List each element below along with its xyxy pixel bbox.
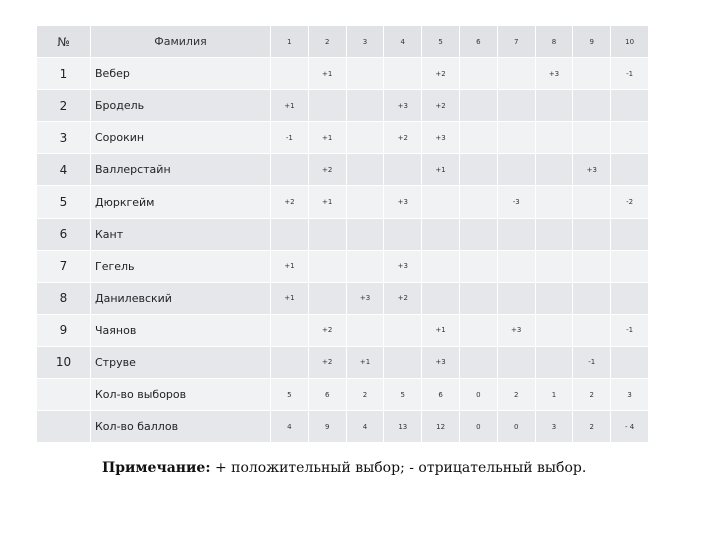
row-surname: Данилевский <box>91 283 271 315</box>
header-col: 10 <box>611 26 649 58</box>
choice-cell <box>460 251 498 283</box>
choice-cell: +2 <box>384 122 422 154</box>
empty-cell <box>37 379 91 411</box>
choice-cell <box>347 186 385 218</box>
header-col: 6 <box>460 26 498 58</box>
footnote <box>102 460 662 476</box>
table-row <box>37 186 649 218</box>
choice-cell <box>347 154 385 186</box>
header-col: 9 <box>573 26 611 58</box>
table-row <box>37 58 649 90</box>
row-number: 1 <box>37 58 91 90</box>
choice-cell <box>573 283 611 315</box>
header-col: 5 <box>422 26 460 58</box>
totals-row <box>37 379 649 411</box>
footnote-text: + положительный выбор; - отрицательный выбор. <box>210 460 587 476</box>
total-cell: 9 <box>309 411 347 443</box>
row-surname: Кант <box>91 219 271 251</box>
header-col: 4 <box>384 26 422 58</box>
table-row <box>37 219 649 251</box>
choice-cell <box>422 251 460 283</box>
choice-cell <box>536 154 574 186</box>
choice-cell: +2 <box>271 186 309 218</box>
header-col: 8 <box>536 26 574 58</box>
choice-cell: +1 <box>422 154 460 186</box>
choice-cell <box>347 90 385 122</box>
choice-cell: -2 <box>611 186 649 218</box>
choice-cell <box>460 283 498 315</box>
choice-cell: +1 <box>271 251 309 283</box>
choice-cell <box>573 186 611 218</box>
choice-cell <box>611 251 649 283</box>
choice-cell: +3 <box>384 251 422 283</box>
choice-cell: +3 <box>498 315 536 347</box>
choice-cell <box>498 90 536 122</box>
total-cell: 2 <box>573 379 611 411</box>
choice-cell <box>422 186 460 218</box>
table-row <box>37 122 649 154</box>
choice-cell: +2 <box>422 90 460 122</box>
choice-cell <box>271 219 309 251</box>
total-cell: 1 <box>536 379 574 411</box>
total-cell: 2 <box>498 379 536 411</box>
row-surname: Бродель <box>91 90 271 122</box>
choice-cell <box>498 154 536 186</box>
choice-cell <box>573 90 611 122</box>
choice-cell: +2 <box>422 58 460 90</box>
choice-cell <box>611 283 649 315</box>
total-cell: 5 <box>271 379 309 411</box>
choice-cell <box>460 154 498 186</box>
total-cell: 3 <box>611 379 649 411</box>
choice-cell: +2 <box>309 154 347 186</box>
totals-row <box>37 411 649 443</box>
choice-cell <box>347 58 385 90</box>
row-surname: Чаянов <box>91 315 271 347</box>
choice-cell <box>498 219 536 251</box>
choice-cell: -3 <box>498 186 536 218</box>
choice-cell <box>384 58 422 90</box>
choice-cell <box>573 219 611 251</box>
choice-cell <box>271 58 309 90</box>
row-number: 3 <box>37 122 91 154</box>
row-number: 5 <box>37 186 91 218</box>
choice-cell: +3 <box>422 122 460 154</box>
total-cell: 12 <box>422 411 460 443</box>
choice-cell: +3 <box>573 154 611 186</box>
choice-cell <box>536 186 574 218</box>
choice-cell: +1 <box>347 347 385 379</box>
row-surname: Валлерстайн <box>91 154 271 186</box>
choice-cell <box>347 219 385 251</box>
choice-cell <box>271 154 309 186</box>
row-number: 10 <box>37 347 91 379</box>
total-cell: 2 <box>347 379 385 411</box>
row-number: 4 <box>37 154 91 186</box>
choice-cell <box>384 154 422 186</box>
choice-cell <box>498 347 536 379</box>
choice-cell: +3 <box>384 90 422 122</box>
table-row <box>37 154 649 186</box>
total-cell: 4 <box>347 411 385 443</box>
choice-cell: +3 <box>347 283 385 315</box>
row-surname: Струве <box>91 347 271 379</box>
choice-cell: +1 <box>271 283 309 315</box>
choice-cell <box>460 219 498 251</box>
total-cell: 0 <box>498 411 536 443</box>
choice-cell: +1 <box>422 315 460 347</box>
total-cell: 6 <box>422 379 460 411</box>
choice-cell: +2 <box>384 283 422 315</box>
choice-cell <box>384 315 422 347</box>
choice-cell <box>460 315 498 347</box>
sociometric-table <box>37 26 649 443</box>
row-number: 8 <box>37 283 91 315</box>
choice-cell: -1 <box>573 347 611 379</box>
choice-cell <box>309 219 347 251</box>
choice-cell <box>460 186 498 218</box>
choice-cell <box>347 251 385 283</box>
header-col: 7 <box>498 26 536 58</box>
choice-cell: +3 <box>536 58 574 90</box>
choice-cell <box>347 315 385 347</box>
choice-cell <box>573 315 611 347</box>
sociometric-table-container <box>37 26 649 443</box>
choice-cell: +3 <box>384 186 422 218</box>
header-col: 3 <box>347 26 385 58</box>
row-number: 9 <box>37 315 91 347</box>
choice-cell: +2 <box>309 347 347 379</box>
table-row <box>37 347 649 379</box>
choice-cell <box>611 154 649 186</box>
choice-cell: +1 <box>309 186 347 218</box>
choice-cell <box>460 347 498 379</box>
row-number: 6 <box>37 219 91 251</box>
choice-cell <box>573 122 611 154</box>
choice-cell <box>536 315 574 347</box>
totals-label: Кол-во баллов <box>91 411 271 443</box>
row-surname: Дюркгейм <box>91 186 271 218</box>
header-col: 1 <box>271 26 309 58</box>
choice-cell <box>611 347 649 379</box>
empty-cell <box>37 411 91 443</box>
choice-cell <box>536 122 574 154</box>
choice-cell <box>347 122 385 154</box>
choice-cell <box>536 219 574 251</box>
choice-cell <box>498 58 536 90</box>
choice-cell <box>271 315 309 347</box>
choice-cell <box>498 251 536 283</box>
header-surname: Фамилия <box>91 26 271 58</box>
choice-cell <box>536 347 574 379</box>
row-surname: Вебер <box>91 58 271 90</box>
table-row <box>37 315 649 347</box>
choice-cell: -1 <box>271 122 309 154</box>
total-cell: 0 <box>460 379 498 411</box>
choice-cell <box>460 90 498 122</box>
table-row <box>37 283 649 315</box>
choice-cell <box>573 58 611 90</box>
choice-cell <box>309 283 347 315</box>
choice-cell <box>309 90 347 122</box>
total-cell: 6 <box>309 379 347 411</box>
choice-cell <box>271 347 309 379</box>
header-number: № <box>37 26 91 58</box>
choice-cell: +3 <box>422 347 460 379</box>
row-number: 7 <box>37 251 91 283</box>
choice-cell <box>536 90 574 122</box>
total-cell: 3 <box>536 411 574 443</box>
choice-cell <box>384 347 422 379</box>
choice-cell <box>309 251 347 283</box>
choice-cell <box>498 122 536 154</box>
choice-cell <box>536 283 574 315</box>
row-number: 2 <box>37 90 91 122</box>
choice-cell <box>384 219 422 251</box>
choice-cell <box>536 251 574 283</box>
choice-cell: +1 <box>309 58 347 90</box>
choice-cell <box>573 251 611 283</box>
choice-cell: -1 <box>611 58 649 90</box>
header-col: 2 <box>309 26 347 58</box>
total-cell: 13 <box>384 411 422 443</box>
choice-cell <box>422 219 460 251</box>
choice-cell: -1 <box>611 315 649 347</box>
choice-cell <box>611 90 649 122</box>
choice-cell: +1 <box>271 90 309 122</box>
total-cell: 5 <box>384 379 422 411</box>
row-surname: Сорокин <box>91 122 271 154</box>
choice-cell <box>422 283 460 315</box>
totals-label: Кол-во выборов <box>91 379 271 411</box>
choice-cell: +1 <box>309 122 347 154</box>
table-row <box>37 251 649 283</box>
choice-cell <box>611 122 649 154</box>
choice-cell <box>611 219 649 251</box>
footnote-label: Примечание: <box>102 460 211 476</box>
row-surname: Гегель <box>91 251 271 283</box>
table-row <box>37 90 649 122</box>
choice-cell <box>460 58 498 90</box>
table-header-row <box>37 26 649 58</box>
total-cell: 0 <box>460 411 498 443</box>
choice-cell: +2 <box>309 315 347 347</box>
total-cell: 4 <box>271 411 309 443</box>
choice-cell <box>460 122 498 154</box>
total-cell: - 4 <box>611 411 649 443</box>
total-cell: 2 <box>573 411 611 443</box>
choice-cell <box>498 283 536 315</box>
